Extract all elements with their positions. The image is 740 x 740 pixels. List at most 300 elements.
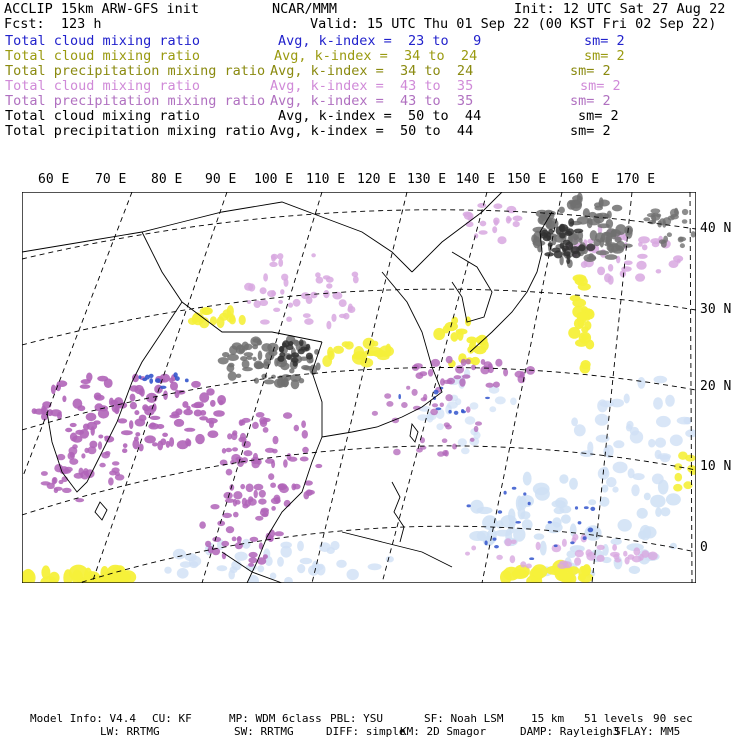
cloud-cell — [575, 506, 578, 509]
cloud-cell — [86, 413, 97, 421]
cloud-cell — [601, 485, 608, 493]
cloud-cell — [597, 267, 605, 276]
cloud-cell — [160, 438, 166, 445]
cloud-cell — [210, 400, 216, 407]
cloud-cell — [32, 408, 37, 414]
cloud-cell — [563, 251, 570, 256]
cloud-cell — [588, 218, 601, 225]
cloud-cell — [506, 206, 516, 213]
cloud-cell — [493, 203, 502, 209]
cloud-cell — [51, 385, 56, 395]
cloud-cell — [254, 362, 264, 369]
cloud-cell — [597, 223, 609, 228]
cloud-cell — [135, 432, 140, 436]
cloud-cell — [612, 205, 622, 212]
field-row — [0, 78, 740, 93]
cloud-cell — [568, 327, 580, 339]
plot-title: ACCLIP 15km ARW-GFS init — [4, 1, 200, 17]
cloud-cell — [535, 487, 550, 501]
cloud-cell — [286, 344, 294, 350]
cloud-cell — [278, 300, 283, 304]
cloud-cell — [680, 243, 685, 248]
cloud-cell — [271, 254, 278, 260]
cloud-cell — [260, 319, 270, 324]
cloud-cell — [339, 299, 347, 307]
cloud-cell — [673, 484, 682, 492]
cloud-cell — [595, 414, 609, 426]
cloud-cell — [244, 344, 253, 350]
cloud-cell — [548, 243, 553, 247]
cloud-cell — [227, 354, 239, 361]
cloud-cell — [498, 510, 503, 514]
cloud-cell — [184, 428, 195, 432]
cloud-cell — [580, 363, 591, 374]
cloud-cell — [541, 230, 549, 237]
cloud-cell — [436, 423, 443, 430]
field-row — [0, 63, 740, 78]
cloud-cell — [660, 507, 670, 516]
cloud-cell — [655, 438, 666, 448]
cloud-cell — [229, 316, 236, 325]
cloud-cell — [255, 516, 263, 521]
field-name: Total precipitation mixing ratio — [5, 63, 266, 79]
cloud-cell — [177, 568, 189, 579]
cloud-cell — [242, 457, 248, 463]
cloud-cell — [185, 379, 189, 383]
cloud-cell — [656, 416, 671, 427]
field-smoothing: sm= 2 — [584, 33, 625, 49]
cloud-cell — [65, 428, 72, 432]
cloud-cell — [233, 512, 239, 518]
cloud-cell — [323, 290, 329, 298]
cloud-cell — [454, 411, 459, 415]
cloud-cell — [298, 349, 305, 355]
cloud-cell — [458, 438, 467, 446]
cloud-cell — [242, 504, 248, 509]
cloud-cell — [510, 398, 517, 406]
cloud-cell — [638, 236, 650, 243]
cloud-cell — [228, 371, 237, 381]
cloud-cell — [559, 561, 568, 565]
cloud-cell — [254, 484, 264, 491]
cloud-cell — [496, 555, 503, 560]
field-avg: Avg, k-index = 50 to 44 — [270, 123, 474, 139]
cloud-cell — [611, 538, 622, 545]
cloud-cell — [559, 232, 566, 238]
cloud-cell — [637, 377, 645, 389]
cloud-cell — [139, 375, 142, 379]
cloud-cell — [606, 477, 617, 487]
cloud-cell — [248, 496, 253, 502]
cloud-cell — [621, 266, 632, 272]
cloud-cell — [265, 458, 275, 463]
cloud-cell — [267, 290, 276, 297]
cloud-cell — [274, 378, 285, 388]
model-info-item: Model Info: V4.4 — [30, 712, 136, 725]
cloud-cell — [123, 443, 128, 448]
cloud-cell — [210, 504, 219, 509]
cloud-cell — [452, 444, 457, 450]
cloud-cell — [644, 493, 651, 501]
cloud-cell — [326, 321, 331, 330]
lon-label: 150 E — [507, 172, 547, 187]
field-row — [0, 48, 740, 63]
cloud-cell — [457, 329, 463, 341]
cloud-cell — [653, 397, 663, 409]
field-avg: Avg, k-index = 50 to 44 — [278, 108, 482, 124]
cloud-cell — [286, 317, 292, 322]
cloud-cell — [130, 402, 137, 409]
cloud-cell — [486, 383, 494, 388]
cloud-cell — [333, 346, 344, 354]
cloud-cell — [73, 399, 83, 409]
cloud-cell — [523, 472, 532, 486]
cloud-cell — [615, 237, 622, 243]
cloud-cell — [258, 499, 266, 505]
cloud-cell — [569, 200, 582, 205]
cloud-cell — [352, 272, 359, 278]
cloud-cell — [406, 386, 410, 390]
field-avg: Avg, k-index = 43 to 35 — [270, 78, 474, 94]
cloud-cell — [637, 508, 648, 519]
field-name: Total cloud mixing ratio — [5, 33, 201, 49]
cloud-cell — [235, 500, 241, 505]
cloud-cell — [228, 570, 235, 580]
model-info-item: DAMP: Rayleigh3 — [520, 725, 620, 738]
cloud-cell — [275, 497, 280, 504]
cloud-cell — [461, 447, 470, 454]
cloud-cell — [108, 477, 114, 485]
cloud-cell — [442, 438, 448, 443]
model-info-item: 15 km — [531, 712, 565, 725]
cloud-cell — [372, 411, 378, 416]
cloud-cell — [273, 308, 280, 312]
model-info-item: MP: WDM 6class — [229, 712, 322, 725]
cloud-cell — [297, 564, 305, 573]
cloud-cell — [134, 385, 144, 394]
cloud-cell — [53, 477, 58, 484]
lat-label: 30 N — [700, 302, 732, 317]
cloud-cell — [217, 316, 225, 328]
cloud-cell — [559, 225, 564, 230]
cloud-cell — [271, 506, 276, 511]
cloud-cell — [272, 449, 278, 454]
cloud-cell — [661, 240, 667, 248]
cloud-cell — [574, 424, 586, 436]
cloud-cell — [679, 237, 687, 242]
cloud-cell — [254, 378, 259, 384]
cloud-cell — [104, 378, 113, 388]
lon-label: 130 E — [407, 172, 447, 187]
cloud-cell — [304, 318, 313, 325]
cloud-cell — [648, 552, 658, 561]
cloud-cell — [520, 561, 526, 567]
cloud-cell — [386, 401, 393, 407]
cloud-cell — [347, 569, 359, 580]
init-time: Init: 12 UTC Sat 27 Aug 22 — [514, 1, 726, 17]
cloud-cell — [500, 515, 517, 528]
cloud-cell — [584, 254, 597, 262]
cloud-cell — [482, 515, 497, 530]
cloud-cell — [562, 539, 567, 547]
cloud-cell — [437, 451, 444, 457]
cloud-cell — [445, 394, 452, 401]
cloud-cell — [80, 471, 89, 480]
cloud-cell — [278, 356, 285, 362]
cloud-cell — [545, 522, 563, 533]
cloud-cell — [571, 417, 578, 426]
cloud-cell — [515, 521, 521, 524]
lon-label: 140 E — [456, 172, 496, 187]
cloud-cell — [232, 537, 237, 542]
cloud-cell — [670, 435, 683, 447]
cloud-cell — [386, 556, 394, 562]
cloud-cell — [270, 573, 277, 580]
cloud-cell — [412, 389, 418, 396]
cloud-cell — [489, 406, 496, 412]
cloud-cell — [94, 395, 104, 401]
cloud-cell — [80, 384, 91, 389]
field-name: Total precipitation mixing ratio — [5, 123, 266, 139]
field-avg: Avg, k-index = 23 to 9 — [278, 33, 482, 49]
cloud-cell — [254, 300, 261, 308]
cloud-cell — [461, 409, 464, 413]
model-info-item: CU: KF — [152, 712, 192, 725]
cloud-cell — [199, 392, 209, 402]
cloud-cell — [122, 448, 127, 453]
cloud-cell — [588, 528, 594, 533]
cloud-cell — [70, 452, 75, 458]
cloud-cell — [326, 283, 332, 288]
cloud-cell — [315, 464, 322, 468]
cloud-cell — [246, 484, 254, 493]
cloud-cell — [666, 493, 681, 505]
cloud-cell — [227, 364, 235, 372]
cloud-cell — [462, 374, 470, 378]
cloud-cell — [477, 203, 486, 208]
cloud-cell — [139, 415, 147, 422]
cloud-cell — [273, 436, 279, 444]
cloud-cell — [401, 402, 408, 408]
cloud-cell — [79, 429, 89, 439]
cloud-cell — [160, 386, 167, 389]
cloud-cell — [529, 557, 534, 560]
cloud-cell — [572, 534, 578, 541]
cloud-cell — [608, 275, 614, 285]
cloud-cell — [134, 410, 139, 415]
cloud-cell — [244, 283, 253, 291]
cloud-cell — [506, 216, 511, 224]
lon-label: 80 E — [151, 172, 183, 187]
cloud-cell — [682, 219, 688, 224]
cloud-cell — [512, 569, 529, 579]
cloud-cell — [152, 442, 158, 446]
cloud-cell — [195, 434, 205, 444]
field-smoothing: sm= 2 — [570, 123, 611, 139]
cloud-cell — [578, 283, 591, 291]
cloud-cell — [624, 226, 633, 235]
cloud-cell — [459, 378, 465, 387]
cloud-cell — [471, 365, 476, 371]
cloud-cell — [306, 344, 311, 349]
lon-label: 100 E — [254, 172, 294, 187]
cloud-cell — [637, 254, 648, 259]
model-info-item: DIFF: simple — [326, 725, 406, 738]
model-info-item: SF: Noah LSM — [424, 712, 504, 725]
cloud-cell — [670, 214, 679, 219]
cloud-cell — [454, 375, 462, 379]
cloud-cell — [443, 380, 452, 384]
cloud-cell — [636, 261, 646, 270]
cloud-cell — [684, 417, 692, 424]
cloud-cell — [326, 277, 334, 283]
cloud-cell — [101, 452, 110, 459]
cloud-cell — [281, 274, 288, 281]
cloud-cell — [479, 230, 488, 235]
cloud-cell — [436, 407, 442, 410]
cloud-cell — [624, 394, 630, 404]
cloud-cell — [450, 332, 458, 342]
cloud-cell — [240, 356, 247, 361]
cloud-cell — [628, 468, 635, 478]
cloud-cell — [57, 380, 68, 387]
cloud-cell — [230, 460, 234, 465]
cloud-cell — [244, 450, 253, 456]
field-row — [0, 108, 740, 123]
cloud-cell — [559, 474, 568, 483]
cloud-cell — [150, 416, 161, 420]
cloud-cell — [261, 343, 272, 352]
cloud-cell — [678, 452, 688, 460]
cloud-cell — [627, 554, 634, 560]
cloud-cell — [354, 346, 364, 358]
cloud-cell — [183, 409, 193, 415]
cloud-cell — [466, 406, 471, 412]
cloud-cell — [232, 447, 238, 451]
cloud-cell — [554, 507, 565, 514]
cloud-cell — [470, 402, 479, 409]
cloud-cell — [302, 447, 309, 453]
cloud-cell — [586, 244, 595, 252]
cloud-cell — [613, 440, 624, 448]
cloud-cell — [253, 357, 257, 361]
cloud-cell — [588, 499, 596, 505]
cloud-cell — [615, 558, 622, 562]
cloud-cell — [70, 433, 77, 442]
cloud-cell — [254, 490, 258, 498]
cloud-cell — [239, 315, 246, 325]
lon-label: 120 E — [357, 172, 397, 187]
cloud-cell — [368, 563, 382, 570]
cloud-cell — [259, 490, 266, 498]
cloud-cell — [121, 430, 133, 435]
cloud-cell — [583, 536, 587, 540]
cloud-cell — [559, 207, 565, 214]
cloud-cell — [497, 236, 506, 244]
cloud-cell — [494, 220, 498, 226]
cloud-cell — [87, 446, 96, 454]
cloud-cell — [233, 491, 242, 499]
cloud-cell — [284, 500, 291, 507]
cloud-cell — [339, 314, 346, 318]
cloud-cell — [495, 530, 512, 537]
cloud-cell — [608, 264, 613, 272]
cloud-cell — [62, 488, 72, 493]
cloud-cell — [303, 313, 311, 318]
model-info-item: 90 sec — [653, 712, 693, 725]
cloud-cell — [554, 545, 558, 548]
cloud-cell — [548, 521, 552, 524]
cloud-cell — [277, 253, 283, 259]
cloud-cell — [91, 426, 95, 436]
cloud-cell — [539, 214, 544, 224]
cloud-cell — [642, 244, 648, 250]
cloud-cell — [263, 427, 269, 433]
cloud-cell — [605, 254, 618, 260]
cloud-cell — [607, 211, 612, 219]
cloud-cell — [257, 565, 264, 572]
lat-label: 40 N — [700, 221, 732, 236]
field-name: Total cloud mixing ratio — [5, 108, 201, 124]
cloud-cell — [62, 396, 66, 403]
cloud-cell — [575, 550, 584, 558]
cloud-cell — [466, 221, 474, 227]
cloud-cell — [129, 420, 133, 429]
cloud-cell — [144, 435, 156, 443]
model-info-item: 51 levels — [584, 712, 644, 725]
cloud-cell — [164, 567, 171, 574]
lat-label: 0 — [700, 540, 708, 555]
cloud-cell — [640, 525, 652, 541]
cloud-cell — [663, 217, 672, 226]
cloud-cell — [177, 390, 186, 395]
cloud-cell — [493, 538, 497, 541]
cloud-cell — [585, 340, 594, 350]
cloud-cell — [568, 218, 574, 227]
cloud-cell — [691, 231, 696, 237]
cloud-cell — [455, 398, 461, 405]
cloud-cell — [268, 535, 274, 542]
cloud-cell — [465, 552, 470, 556]
cloud-cell — [86, 373, 92, 382]
cloud-cell — [574, 557, 581, 566]
lon-label: 110 E — [306, 172, 346, 187]
cloud-cell — [665, 395, 675, 407]
cloud-cell — [465, 416, 476, 424]
cloud-cell — [569, 478, 578, 490]
cloud-cell — [249, 552, 258, 558]
cloud-cell — [142, 378, 147, 381]
cloud-cell — [283, 412, 292, 419]
cloud-cell — [648, 439, 655, 448]
cloud-cell — [306, 353, 313, 360]
cloud-cell — [584, 506, 589, 509]
cloud-cell — [650, 495, 665, 508]
cloud-cell — [526, 564, 532, 569]
cloud-cell — [654, 376, 668, 384]
cloud-cell — [226, 526, 234, 533]
cloud-cell — [262, 513, 269, 517]
cloud-cell — [504, 491, 507, 495]
cloud-cell — [455, 365, 464, 373]
cloud-cell — [182, 401, 188, 408]
cloud-cell — [419, 371, 427, 376]
model-info-item: SW: RRTMG — [234, 725, 294, 738]
cloud-cell — [470, 500, 484, 514]
cloud-cell — [612, 544, 617, 551]
cloud-cell — [467, 504, 471, 507]
cloud-cell — [384, 393, 391, 399]
